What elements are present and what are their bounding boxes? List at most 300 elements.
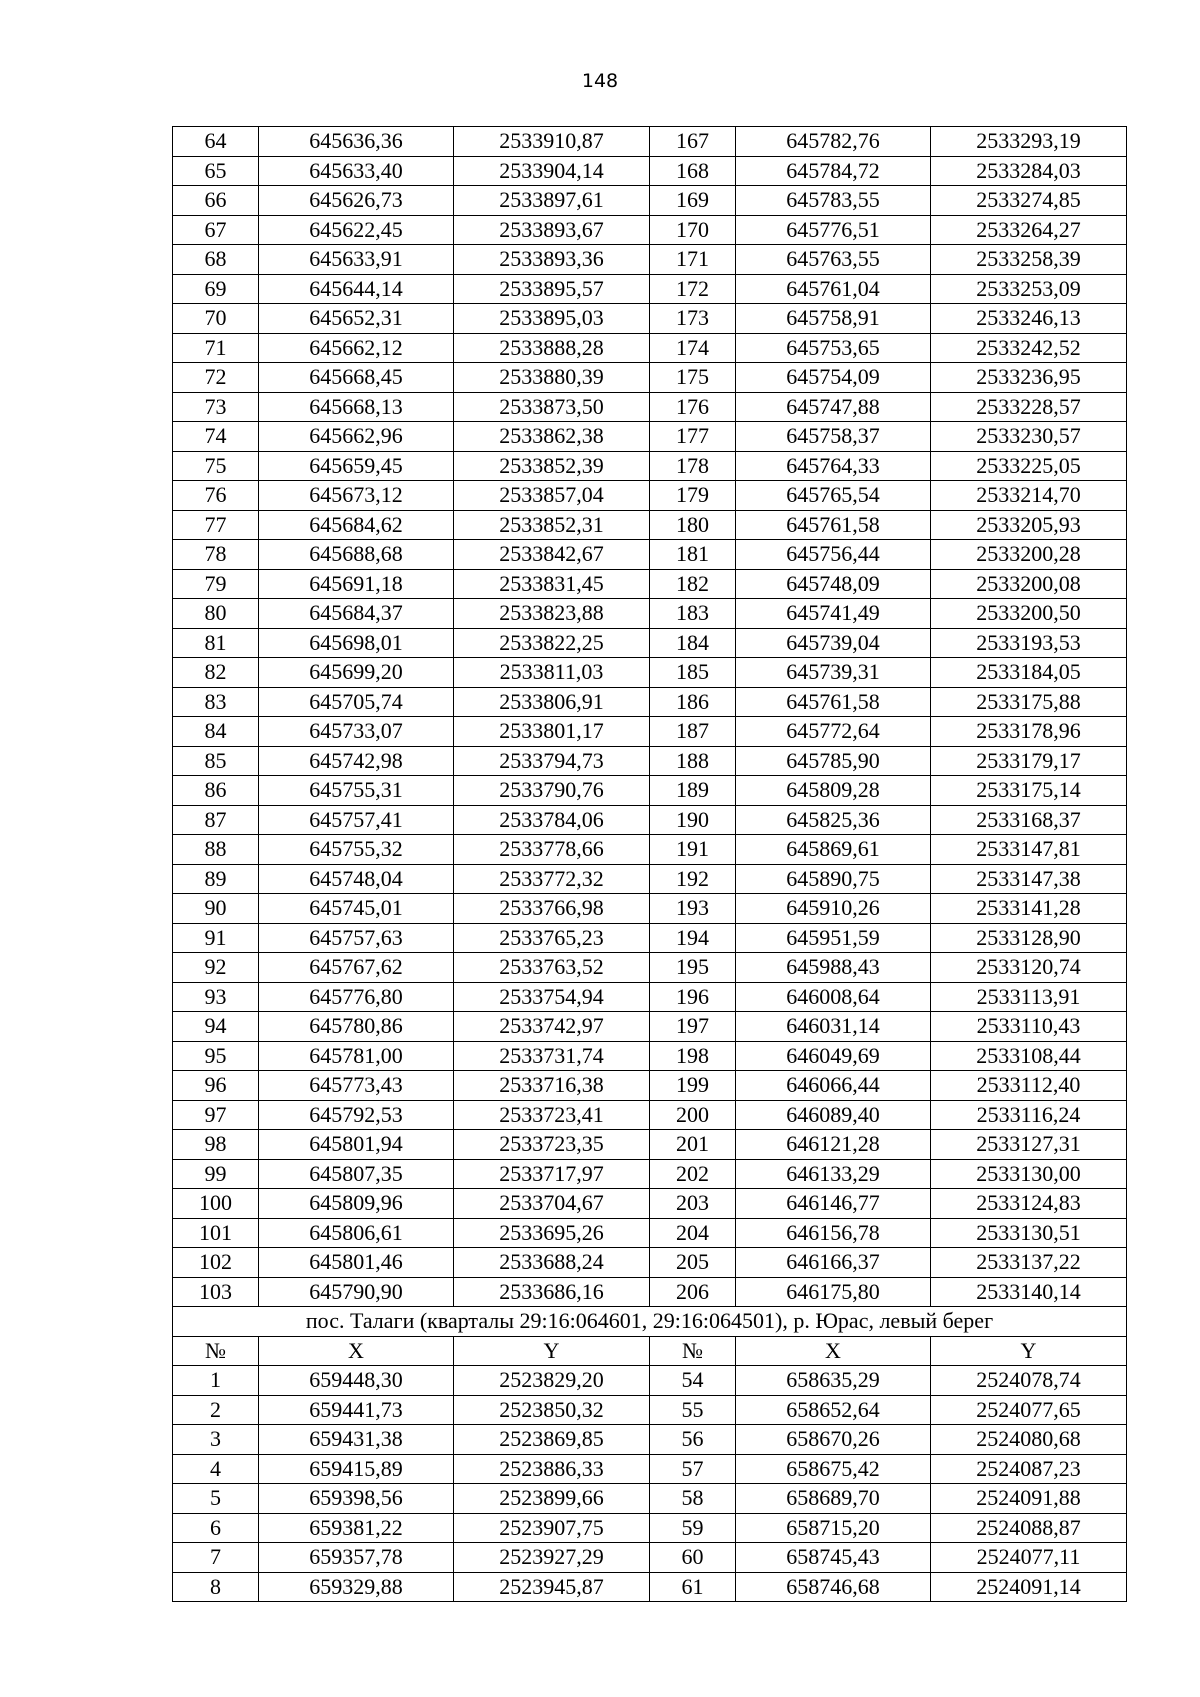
y-right: 2533274,85 (931, 186, 1127, 216)
point-number-left: 95 (173, 1041, 259, 1071)
point-number-right: 58 (650, 1484, 736, 1514)
point-number-right: 54 (650, 1366, 736, 1396)
x-right: 645741,49 (736, 599, 931, 629)
x-right: 645761,58 (736, 687, 931, 717)
table-row (173, 923, 1127, 953)
point-number-right: 171 (650, 245, 736, 275)
point-number-left: 2 (173, 1395, 259, 1425)
x-right: 645951,59 (736, 923, 931, 953)
y-right: 2524077,65 (931, 1395, 1127, 1425)
x-right: 645754,09 (736, 363, 931, 393)
point-number-right: 203 (650, 1189, 736, 1219)
x-left: 645781,00 (259, 1041, 454, 1071)
y-left: 2533688,24 (454, 1248, 650, 1278)
y-left: 2523927,29 (454, 1543, 650, 1573)
table-row (173, 628, 1127, 658)
point-number-right: 55 (650, 1395, 736, 1425)
point-number-left: 65 (173, 156, 259, 186)
x-left: 645780,86 (259, 1012, 454, 1042)
x-right: 645783,55 (736, 186, 931, 216)
point-number-left: 72 (173, 363, 259, 393)
y-right: 2533184,05 (931, 658, 1127, 688)
x-left: 645809,96 (259, 1189, 454, 1219)
x-left: 645633,40 (259, 156, 454, 186)
point-number-right: 196 (650, 982, 736, 1012)
table-row (173, 245, 1127, 275)
y-left: 2533772,32 (454, 864, 650, 894)
y-left: 2533717,97 (454, 1159, 650, 1189)
x-left: 645662,96 (259, 422, 454, 452)
y-left: 2533754,94 (454, 982, 650, 1012)
y-right: 2533113,91 (931, 982, 1127, 1012)
y-right: 2524077,11 (931, 1543, 1127, 1573)
y-left: 2533893,67 (454, 215, 650, 245)
y-right: 2533108,44 (931, 1041, 1127, 1071)
y-right: 2533130,51 (931, 1218, 1127, 1248)
x-left: 659329,88 (259, 1572, 454, 1602)
point-number-left: 93 (173, 982, 259, 1012)
y-right: 2533124,83 (931, 1189, 1127, 1219)
x-left: 645767,62 (259, 953, 454, 983)
y-right: 2533140,14 (931, 1277, 1127, 1307)
point-number-right: 188 (650, 746, 736, 776)
y-right: 2533193,53 (931, 628, 1127, 658)
y-left: 2533895,57 (454, 274, 650, 304)
x-right: 658689,70 (736, 1484, 931, 1514)
y-left: 2533778,66 (454, 835, 650, 865)
point-number-left: 96 (173, 1071, 259, 1101)
y-left: 2533880,39 (454, 363, 650, 393)
point-number-right: 184 (650, 628, 736, 658)
point-number-right: 56 (650, 1425, 736, 1455)
x-right: 645910,26 (736, 894, 931, 924)
table-row (173, 1218, 1127, 1248)
x-left: 645792,53 (259, 1100, 454, 1130)
point-number-left: 70 (173, 304, 259, 334)
point-number-left: 81 (173, 628, 259, 658)
point-number-right: 173 (650, 304, 736, 334)
y-right: 2533225,05 (931, 451, 1127, 481)
point-number-left: 7 (173, 1543, 259, 1573)
point-number-right: 179 (650, 481, 736, 511)
point-number-left: 74 (173, 422, 259, 452)
table-row (173, 304, 1127, 334)
table-row (173, 599, 1127, 629)
point-number-left: 76 (173, 481, 259, 511)
table-row (173, 953, 1127, 983)
point-number-left: 77 (173, 510, 259, 540)
y-right: 2533246,13 (931, 304, 1127, 334)
x-right: 645772,64 (736, 717, 931, 747)
y-left: 2533897,61 (454, 186, 650, 216)
point-number-left: 78 (173, 540, 259, 570)
point-number-left: 103 (173, 1277, 259, 1307)
y-right: 2524078,74 (931, 1366, 1127, 1396)
table-row (173, 658, 1127, 688)
y-right: 2533175,88 (931, 687, 1127, 717)
x-right: 646175,80 (736, 1277, 931, 1307)
y-left: 2533801,17 (454, 717, 650, 747)
point-number-left: 94 (173, 1012, 259, 1042)
y-left: 2533723,35 (454, 1130, 650, 1160)
x-right: 645747,88 (736, 392, 931, 422)
y-left: 2533842,67 (454, 540, 650, 570)
x-right: 646156,78 (736, 1218, 931, 1248)
point-number-right: 167 (650, 127, 736, 157)
section-title-row (173, 1307, 1127, 1337)
y-right: 2533178,96 (931, 717, 1127, 747)
y-right: 2533130,00 (931, 1159, 1127, 1189)
table-row (173, 422, 1127, 452)
table-row (173, 805, 1127, 835)
y-left: 2533831,45 (454, 569, 650, 599)
x-left: 645773,43 (259, 1071, 454, 1101)
y-right: 2533200,50 (931, 599, 1127, 629)
x-right: 645753,65 (736, 333, 931, 363)
point-number-right: 187 (650, 717, 736, 747)
section2-body (173, 1366, 1127, 1602)
x-left: 645684,62 (259, 510, 454, 540)
point-number-left: 5 (173, 1484, 259, 1514)
table-row (173, 1100, 1127, 1130)
y-left: 2533910,87 (454, 127, 650, 157)
x-left: 645790,90 (259, 1277, 454, 1307)
section1-body (173, 127, 1127, 1307)
point-number-right: 181 (650, 540, 736, 570)
x-left: 659381,22 (259, 1513, 454, 1543)
x-right: 645764,33 (736, 451, 931, 481)
point-number-right: 201 (650, 1130, 736, 1160)
y-right: 2533230,57 (931, 422, 1127, 452)
point-number-left: 79 (173, 569, 259, 599)
x-right: 645784,72 (736, 156, 931, 186)
point-number-left: 92 (173, 953, 259, 983)
point-number-right: 174 (650, 333, 736, 363)
x-left: 645633,91 (259, 245, 454, 275)
header-x-right: X (736, 1336, 931, 1366)
x-left: 645622,45 (259, 215, 454, 245)
page-number: 148 (581, 70, 619, 92)
y-left: 2533704,67 (454, 1189, 650, 1219)
y-left: 2533893,36 (454, 245, 650, 275)
table-row (173, 1248, 1127, 1278)
y-right: 2533127,31 (931, 1130, 1127, 1160)
point-number-right: 178 (650, 451, 736, 481)
point-number-right: 198 (650, 1041, 736, 1071)
x-right: 645785,90 (736, 746, 931, 776)
point-number-right: 194 (650, 923, 736, 953)
x-left: 659431,38 (259, 1425, 454, 1455)
x-right: 658675,42 (736, 1454, 931, 1484)
y-left: 2533794,73 (454, 746, 650, 776)
x-left: 645742,98 (259, 746, 454, 776)
point-number-right: 61 (650, 1572, 736, 1602)
y-right: 2533242,52 (931, 333, 1127, 363)
point-number-left: 8 (173, 1572, 259, 1602)
x-right: 646089,40 (736, 1100, 931, 1130)
x-right: 645739,31 (736, 658, 931, 688)
y-left: 2533888,28 (454, 333, 650, 363)
table-row (173, 687, 1127, 717)
x-right: 645988,43 (736, 953, 931, 983)
point-number-left: 67 (173, 215, 259, 245)
y-right: 2533141,28 (931, 894, 1127, 924)
x-left: 645748,04 (259, 864, 454, 894)
y-left: 2533811,03 (454, 658, 650, 688)
x-right: 645739,04 (736, 628, 931, 658)
x-left: 645644,14 (259, 274, 454, 304)
x-right: 645890,75 (736, 864, 931, 894)
x-left: 659415,89 (259, 1454, 454, 1484)
point-number-left: 99 (173, 1159, 259, 1189)
y-left: 2533763,52 (454, 953, 650, 983)
header-y-right: Y (931, 1336, 1127, 1366)
table-row (173, 1572, 1127, 1602)
y-right: 2533179,17 (931, 746, 1127, 776)
x-left: 645691,18 (259, 569, 454, 599)
point-number-left: 85 (173, 746, 259, 776)
point-number-right: 59 (650, 1513, 736, 1543)
x-right: 646133,29 (736, 1159, 931, 1189)
point-number-right: 190 (650, 805, 736, 835)
point-number-left: 90 (173, 894, 259, 924)
table-row (173, 1425, 1127, 1455)
x-right: 646166,37 (736, 1248, 931, 1278)
y-right: 2533293,19 (931, 127, 1127, 157)
x-right: 658715,20 (736, 1513, 931, 1543)
x-right: 645782,76 (736, 127, 931, 157)
point-number-right: 191 (650, 835, 736, 865)
y-left: 2533873,50 (454, 392, 650, 422)
y-left: 2533904,14 (454, 156, 650, 186)
x-right: 645758,37 (736, 422, 931, 452)
point-number-right: 192 (650, 864, 736, 894)
point-number-right: 202 (650, 1159, 736, 1189)
y-left: 2523850,32 (454, 1395, 650, 1425)
y-right: 2533147,81 (931, 835, 1127, 865)
point-number-left: 6 (173, 1513, 259, 1543)
x-right: 646121,28 (736, 1130, 931, 1160)
table-row (173, 569, 1127, 599)
y-right: 2533110,43 (931, 1012, 1127, 1042)
y-left: 2533862,38 (454, 422, 650, 452)
x-left: 645662,12 (259, 333, 454, 363)
x-right: 645758,91 (736, 304, 931, 334)
point-number-right: 177 (650, 422, 736, 452)
x-left: 645757,63 (259, 923, 454, 953)
x-right: 645765,54 (736, 481, 931, 511)
x-left: 645673,12 (259, 481, 454, 511)
x-left: 645806,61 (259, 1218, 454, 1248)
x-right: 645869,61 (736, 835, 931, 865)
point-number-left: 73 (173, 392, 259, 422)
y-left: 2533895,03 (454, 304, 650, 334)
point-number-right: 204 (650, 1218, 736, 1248)
x-left: 659357,78 (259, 1543, 454, 1573)
point-number-left: 3 (173, 1425, 259, 1455)
x-left: 645807,35 (259, 1159, 454, 1189)
y-left: 2533742,97 (454, 1012, 650, 1042)
y-right: 2533168,37 (931, 805, 1127, 835)
x-left: 645668,13 (259, 392, 454, 422)
y-left: 2533790,76 (454, 776, 650, 806)
y-right: 2533214,70 (931, 481, 1127, 511)
point-number-left: 68 (173, 245, 259, 275)
x-left: 659398,56 (259, 1484, 454, 1514)
y-right: 2533200,08 (931, 569, 1127, 599)
y-right: 2524091,14 (931, 1572, 1127, 1602)
x-left: 645705,74 (259, 687, 454, 717)
y-right: 2533137,22 (931, 1248, 1127, 1278)
point-number-left: 91 (173, 923, 259, 953)
x-right: 645763,55 (736, 245, 931, 275)
point-number-right: 186 (650, 687, 736, 717)
y-left: 2533806,91 (454, 687, 650, 717)
point-number-left: 66 (173, 186, 259, 216)
x-left: 645776,80 (259, 982, 454, 1012)
table-row (173, 1395, 1127, 1425)
x-left: 645755,31 (259, 776, 454, 806)
x-left: 645668,45 (259, 363, 454, 393)
x-right: 645748,09 (736, 569, 931, 599)
x-right: 645825,36 (736, 805, 931, 835)
x-right: 645761,04 (736, 274, 931, 304)
x-right: 646066,44 (736, 1071, 931, 1101)
point-number-right: 200 (650, 1100, 736, 1130)
point-number-right: 189 (650, 776, 736, 806)
point-number-right: 170 (650, 215, 736, 245)
y-right: 2533264,27 (931, 215, 1127, 245)
point-number-right: 180 (650, 510, 736, 540)
table-row (173, 363, 1127, 393)
table-row (173, 1366, 1127, 1396)
point-number-right: 206 (650, 1277, 736, 1307)
header-x-left: X (259, 1336, 454, 1366)
x-right: 658745,43 (736, 1543, 931, 1573)
table-row (173, 1189, 1127, 1219)
point-number-left: 1 (173, 1366, 259, 1396)
x-left: 659441,73 (259, 1395, 454, 1425)
y-left: 2533686,16 (454, 1277, 650, 1307)
y-left: 2533731,74 (454, 1041, 650, 1071)
point-number-right: 169 (650, 186, 736, 216)
y-right: 2533284,03 (931, 156, 1127, 186)
x-right: 646049,69 (736, 1041, 931, 1071)
y-right: 2533175,14 (931, 776, 1127, 806)
point-number-right: 57 (650, 1454, 736, 1484)
x-right: 646146,77 (736, 1189, 931, 1219)
table-row (173, 776, 1127, 806)
point-number-left: 64 (173, 127, 259, 157)
y-left: 2533852,31 (454, 510, 650, 540)
y-right: 2524091,88 (931, 1484, 1127, 1514)
x-right: 658670,26 (736, 1425, 931, 1455)
y-right: 2533116,24 (931, 1100, 1127, 1130)
point-number-left: 101 (173, 1218, 259, 1248)
table-row (173, 894, 1127, 924)
coordinates-table (172, 126, 1127, 1602)
y-right: 2533253,09 (931, 274, 1127, 304)
table-row (173, 274, 1127, 304)
x-right: 645761,58 (736, 510, 931, 540)
y-right: 2533147,38 (931, 864, 1127, 894)
table-row (173, 1543, 1127, 1573)
header-number-right: № (650, 1336, 736, 1366)
table-row (173, 1513, 1127, 1543)
point-number-right: 197 (650, 1012, 736, 1042)
x-left: 659448,30 (259, 1366, 454, 1396)
y-right: 2524080,68 (931, 1425, 1127, 1455)
y-right: 2533112,40 (931, 1071, 1127, 1101)
table-row (173, 215, 1127, 245)
x-left: 645626,73 (259, 186, 454, 216)
y-left: 2533857,04 (454, 481, 650, 511)
point-number-left: 80 (173, 599, 259, 629)
table-row (173, 1159, 1127, 1189)
x-left: 645757,41 (259, 805, 454, 835)
header-number-left: № (173, 1336, 259, 1366)
point-number-right: 172 (650, 274, 736, 304)
y-right: 2524088,87 (931, 1513, 1127, 1543)
point-number-right: 205 (650, 1248, 736, 1278)
y-left: 2523869,85 (454, 1425, 650, 1455)
point-number-right: 168 (650, 156, 736, 186)
point-number-left: 83 (173, 687, 259, 717)
x-left: 645801,94 (259, 1130, 454, 1160)
x-left: 645684,37 (259, 599, 454, 629)
y-left: 2523899,66 (454, 1484, 650, 1514)
table-row (173, 835, 1127, 865)
y-left: 2533716,38 (454, 1071, 650, 1101)
table-row (173, 1484, 1127, 1514)
table-row (173, 1012, 1127, 1042)
point-number-left: 84 (173, 717, 259, 747)
point-number-right: 195 (650, 953, 736, 983)
column-header-row (173, 1336, 1127, 1366)
table-row (173, 333, 1127, 363)
x-right: 658635,29 (736, 1366, 931, 1396)
y-right: 2533120,74 (931, 953, 1127, 983)
x-left: 645652,31 (259, 304, 454, 334)
table-row (173, 540, 1127, 570)
point-number-left: 75 (173, 451, 259, 481)
point-number-left: 4 (173, 1454, 259, 1484)
table-row (173, 717, 1127, 747)
y-left: 2523907,75 (454, 1513, 650, 1543)
table-row (173, 1130, 1127, 1160)
y-left: 2533695,26 (454, 1218, 650, 1248)
table-row (173, 746, 1127, 776)
x-right: 645809,28 (736, 776, 931, 806)
point-number-left: 100 (173, 1189, 259, 1219)
x-left: 645699,20 (259, 658, 454, 688)
x-left: 645755,32 (259, 835, 454, 865)
table-row (173, 1454, 1127, 1484)
point-number-left: 82 (173, 658, 259, 688)
x-left: 645801,46 (259, 1248, 454, 1278)
y-left: 2533823,88 (454, 599, 650, 629)
table-row (173, 510, 1127, 540)
header-y-left: Y (454, 1336, 650, 1366)
section2-header (173, 1307, 1127, 1366)
y-right: 2533258,39 (931, 245, 1127, 275)
y-right: 2524087,23 (931, 1454, 1127, 1484)
x-right: 645756,44 (736, 540, 931, 570)
section-title: пос. Талаги (кварталы 29:16:064601, 29:16:064501), р. Юрас, левый берег (173, 1307, 1127, 1337)
table-row (173, 392, 1127, 422)
point-number-right: 193 (650, 894, 736, 924)
y-left: 2533784,06 (454, 805, 650, 835)
